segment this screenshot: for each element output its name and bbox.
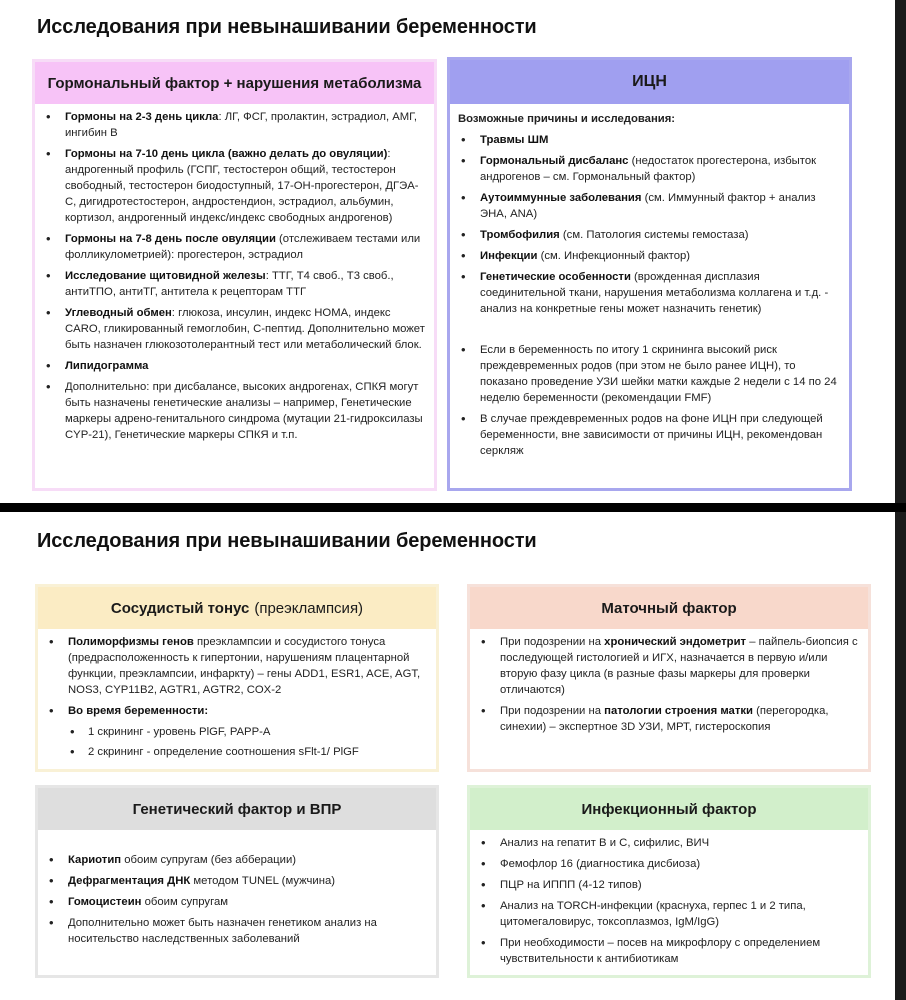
vascular-tone-card (35, 584, 439, 772)
genetic-factor-card (35, 785, 439, 978)
list-item: • Дополнительно: при дисбалансе, высоких андрогенах, СПКЯ могут быть назначены генетические анализы – например, Генетические маркеры адрено-генитального синдрома (мутации 21-гидроксилазы CYP-21), Генетические маркеры СПКЯ и т.п. (41, 379, 428, 443)
list-item: • Углеводный обмен: глюкоза, инсулин, индекс HOMA, индекс CARO, гликированный гемоглобин, С-пептид. Дополнительно может быть назначен глюкозотолерантный тест или метаболический блок. (41, 305, 428, 353)
list-item: • Гормоны на 7-10 день цикла (важно делать до овуляции): андрогенный профиль (ГСПГ, тестостерон общий, тестостерон свободный, тестостерон биодоступный, 17-ОН-прогестерон, ДГЭА-С, дигидротестостерон, андростендион, эстрадиол, альбумин, кортизол, андрогенный индекс/индекс свободных андрогенов) (41, 146, 428, 226)
bullet-list (44, 852, 430, 947)
card-title: Сосудистый тонус (преэклампсия) (38, 587, 436, 629)
icn-card (447, 57, 852, 491)
card-title: Генетический фактор и ВПР (38, 788, 436, 830)
card-title: Гормональный фактор + нарушения метаболизма (35, 62, 434, 104)
list-item: • Генетические особенности (врожденная дисплазия соединительной ткани, нарушения метаболизма коллагена и т.д. - анализ на конкретные гены может назначить генетик) (456, 269, 843, 317)
slide-title: Исследования при невынашивании беременности (37, 16, 537, 38)
list-item: • Анализ на TORCH-инфекции (краснуха, герпес 1 и 2 типа, цитомегаловирус, токсоплазмоз, IgM/IgG) (476, 898, 862, 930)
sub-list-item: • 2 скрининг - определение соотношения sFlt-1/ PlGF (44, 744, 430, 760)
slide-edge (895, 512, 906, 1000)
card-title: Маточный фактор (470, 587, 868, 629)
note-item: • Если в беременность по итогу 1 скрининга высокий риск преждевременных родов (при этом не было ранее ИЦН), то показано проведение УЗИ шейки матки каждые 2 недели с 14 по 24 неделю беременности (рекомендации FMF) (456, 342, 843, 406)
card-title: ИЦН (450, 60, 849, 104)
list-item: • ПЦР на ИППП (4-12 типов) (476, 877, 862, 893)
list-item: • Полиморфизмы генов преэклампсии и сосудистого тонуса (предрасположенность к гипертонии, нарушениям плацентарной функции, преэклампсии, инфаркту) – гены ADD1, ESR1, ACE, AGT, NOS3, CYP11B2, AGTR1, AGTR2, COX-2 (44, 634, 430, 698)
list-item: • Гормоны на 7-8 день после овуляции (отслеживаем тестами или фолликулометрией): прогестерон, эстрадиол (41, 231, 428, 263)
bullet-list (44, 634, 430, 760)
list-item: • Липидограмма (41, 358, 428, 374)
bullet-list (476, 835, 862, 967)
intro-text: Возможные причины и исследования: (458, 113, 676, 125)
slide-1 (0, 0, 895, 503)
infection-factor-card (467, 785, 871, 978)
list-item: • Гормональный дисбаланс (недостаток прогестерона, избыток андрогенов – см. Гормональный фактор) (456, 153, 843, 185)
bullet-list (476, 634, 862, 735)
notes-list (456, 342, 843, 459)
slide-edge (895, 0, 906, 503)
list-item: • Тромбофилия (см. Патология системы гемостаза) (456, 227, 843, 243)
bullet-list (41, 109, 428, 443)
slide-title: Исследования при невынашивании беременности (37, 530, 537, 552)
list-item: • Во время беременности: (44, 703, 430, 719)
list-item: • Фемофлор 16 (диагностика дисбиоза) (476, 856, 862, 872)
uterine-factor-card (467, 584, 871, 772)
slide-2 (0, 512, 895, 1000)
list-item: • Дефрагментация ДНК методом TUNEL (мужчина) (44, 873, 430, 889)
hormonal-factor-card (32, 59, 437, 491)
list-item: • Аутоиммунные заболевания (см. Иммунный фактор + анализ ЭНА, ANA) (456, 190, 843, 222)
list-item: • Исследование щитовидной железы: ТТГ, Т4 своб., Т3 своб., антиТПО, антиТГ, антитела к рецепторам ТТГ (41, 268, 428, 300)
list-item: • Гомоцистеин обоим супругам (44, 894, 430, 910)
list-item: • Гормоны на 2-3 день цикла: ЛГ, ФСГ, пролактин, эстрадиол, АМГ, ингибин В (41, 109, 428, 141)
sub-list-item: • 1 скрининг - уровень PlGF, PAPP-A (44, 724, 430, 740)
list-item: • Дополнительно может быть назначен генетиком анализ на носительство наследственных заболеваний (44, 915, 430, 947)
card-title: Инфекционный фактор (470, 788, 868, 830)
list-item: • Анализ на гепатит В и С, сифилис, ВИЧ (476, 835, 862, 851)
list-item: • Инфекции (см. Инфекционный фактор) (456, 248, 843, 264)
bullet-list (456, 132, 843, 317)
list-item: • Травмы ШМ (456, 132, 843, 148)
list-item: • Кариотип обоим супругам (без абберации) (44, 852, 430, 868)
list-item: • При подозрении на хронический эндометрит – пайпель-биопсия с последующей гистологией и ИГХ, назначается в первую и/или вторую фазу цикла (в разные фазы маркеры для проверки отличаются) (476, 634, 862, 698)
list-item: • При подозрении на патологии строения матки (перегородка, синехии) – экспертное 3D УЗИ, МРТ, гистероскопия (476, 703, 862, 735)
list-item: • При необходимости – посев на микрофлору с определением чувствительности к антибиотикам (476, 935, 862, 967)
note-item: • В случае преждевременных родов на фоне ИЦН при следующей беременности, вне зависимости от причины ИЦН, рекомендован серкляж (456, 411, 843, 459)
